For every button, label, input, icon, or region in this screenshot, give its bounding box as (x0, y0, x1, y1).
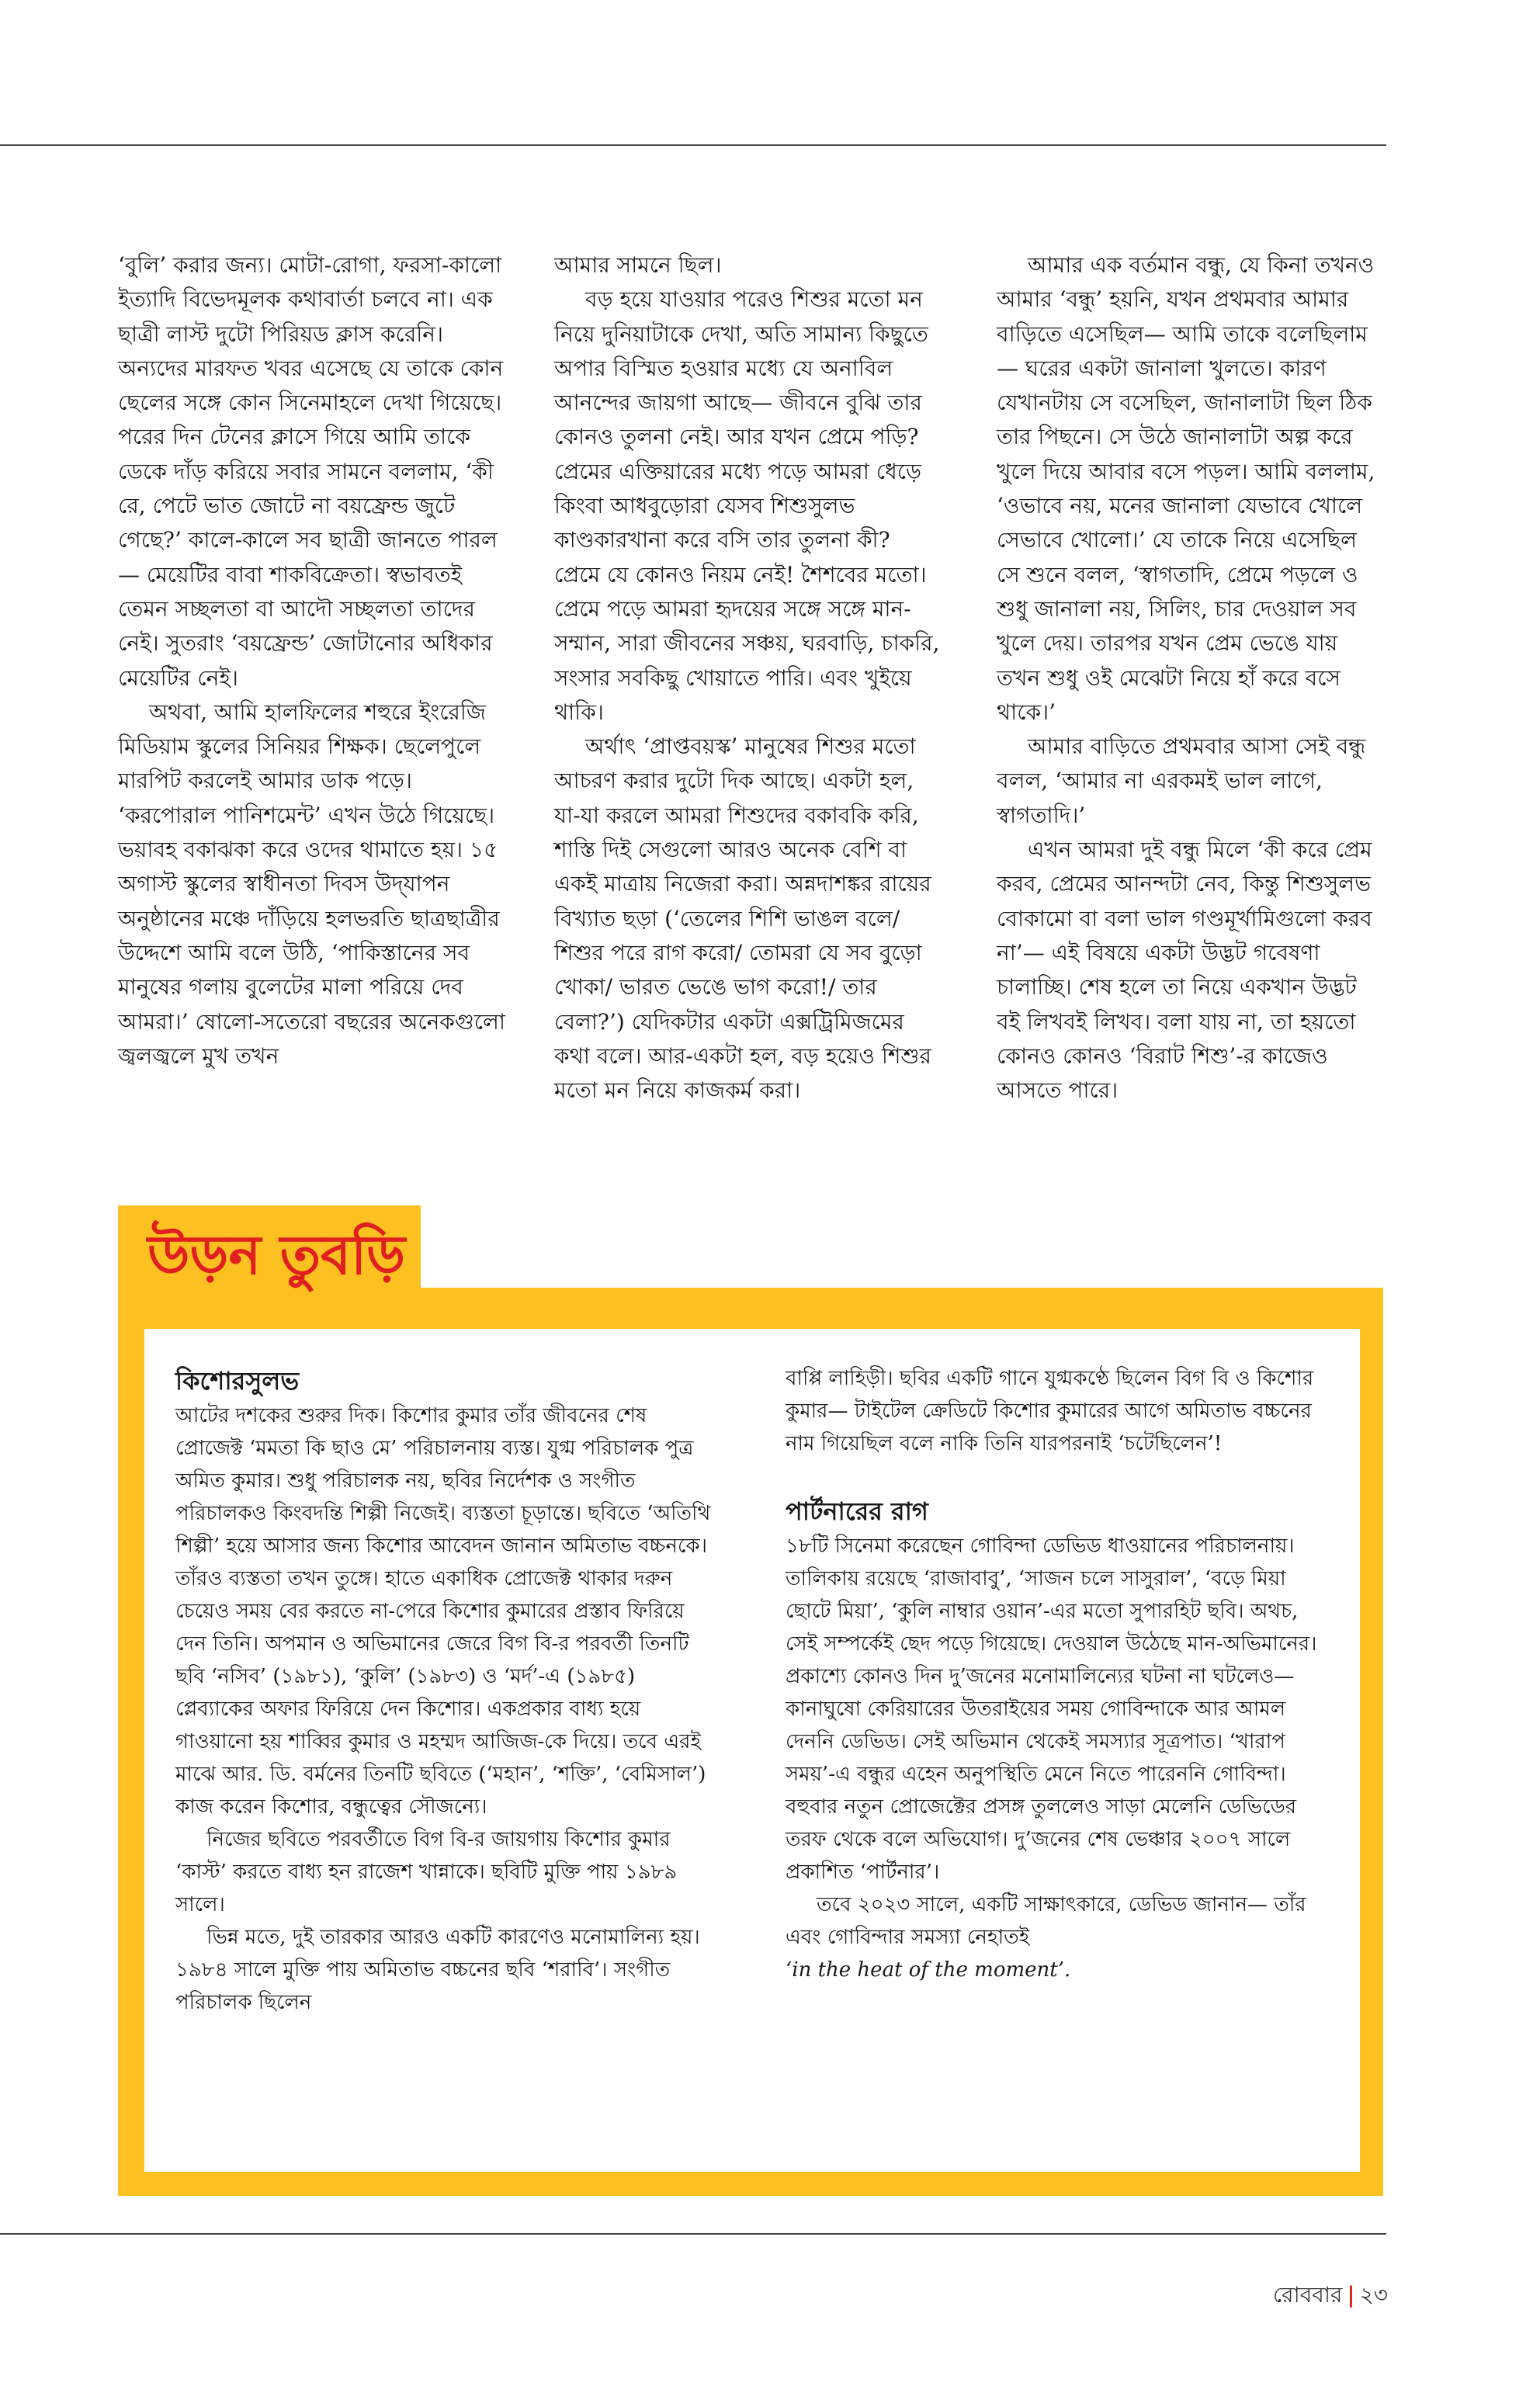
article-column-1 (118, 248, 514, 1073)
page-footer (1273, 2276, 1388, 2315)
page-number: ২৩ (1359, 2282, 1388, 2308)
top-rule (0, 144, 1386, 146)
paragraph-gap (786, 1460, 1329, 1493)
article-paragraph: বড় হয়ে যাওয়ার পরেও শিশুর মতো মন নিয়ে দুনিয়াটাকে দেখা, অতি সামান্য কিছুতে অপার বিস্মিত হওয়ার মধ্যে যে অনাবিল আনন্দের জায়গা আছে— জীবনে বুঝি তার কোনও তুলনা নেই। আর যখন প্রেমে পড়ি? প্রেমের এক্তিয়ারের মধ্যে পড়ে আমরা ধেড়ে কিংবা আধবুড়োরা যেসব শিশুসুলভ কাণ্ডকারখানা করে বসি তার তুলনা কী? প্রেমে যে কোনও নিয়ম নেই! শৈশবের মতো। প্রেমে পড়ে আমরা হৃদয়ের সঙ্গে সঙ্গে মান-সম্মান, সারা জীবনের সঞ্চয়, ঘরবাড়ি, চাকরি, সংসার সবকিছু খোয়াতে পারি। এবং খুইয়ে থাকি। (554, 286, 940, 725)
article-column-3 (997, 248, 1385, 1108)
bottom-rule (0, 2233, 1386, 2235)
sidebar-paragraph: আটের দশকের শুরুর দিক। কিশোর কুমার তাঁর জীবনের শেষ প্রোজেক্ট ‘মমতা কি ছাও মে’ পরিচালনায় ব্যস্ত। যুগ্ম পরিচালক পুত্র অমিত কুমার। শুধু পরিচালক নয়, ছবির নির্দেশক ও সংগীত পরিচালকও কিংবদন্তি শিল্পী নিজেই। ব্যস্ততা চূড়ান্তে। ছবিতে ‘অতিথি শিল্পী’ হয়ে আসার জন্য কিশোর আবেদন জানান অমিতাভ বচ্চনকে। তাঁরও ব্যস্ততা তখন তুঙ্গে। হাতে একাধিক প্রোজেক্ট থাকার দরুন চেয়েও সময় বের করতে না-পেরে কিশোর কুমারের প্রস্তাব ফিরিয়ে দেন তিনি। অপমান ও অভিমানের জেরে বিগ বি-র পরবর্তী তিনটি ছবি ‘নসিব’ (১৯৮১), ‘কুলি’ (১৯৮৩) ও ‘মর্দ’-এ (১৯৮৫) প্লেব্যাকের অফার ফিরিয়ে দেন কিশোর। একপ্রকার বাধ্য হয়ে গাওয়ানো হয় শাব্বির কুমার ও মহম্মদ আজিজ-কে দিয়ে। তবে এরই মাঝে আর. ডি. বর্মনের তিনটি ছবিতে (‘মহান’, ‘শক্তি’, ‘বেমিসাল’) কাজ করেন কিশোর, বন্ধুত্বের সৌজন্যে। (175, 1404, 711, 1819)
sidebar-heading: কিশোরসুলভ (175, 1366, 300, 1396)
article-paragraph: এখন আমরা দুই বন্ধু মিলে ‘কী করে প্রেম করব, প্রেমের আনন্দটা নেব, কিন্তু শিশুসুলভ বোকামো বা বলা ভাল গণ্ডমূর্খামিগুলো করব না’— এই বিষয়ে একটা উদ্ভট গবেষণা চালাচ্ছি। শেষ হলে তা নিয়ে একখান উদ্ভট বই লিখবই লিখব। বলা যায় না, তা হয়তো কোনও কোনও ‘বিরাট শিশু’-র কাজেও আসতে পারে। (997, 837, 1372, 1104)
article-paragraph: অর্থাৎ ‘প্রাপ্তবয়স্ক’ মানুষের শিশুর মতো আচরণ করার দুটো দিক আছে। একটা হল, যা-যা করলে আমরা শিশুদের বকাবকি করি, শাস্তি দিই সেগুলো আরও অনেক বেশি বা একই মাত্রায় নিজেরা করা। অন্নদাশঙ্কর রায়ের বিখ্যাত ছড়া (‘তেলের শিশি ভাঙল বলে/ শিশুর পরে রাগ করো/ তোমরা যে সব বুড়ো খোকা/ ভারত ভেঙে ভাগ করো!/ তার বেলা?’) যেদিকটার একটা এক্সট্রিমিজমের কথা বলে। আর-একটা হল, বড় হয়েও শিশুর মতো মন নিয়ে কাজকর্ম করা। (554, 734, 931, 1104)
sidebar-title: উড়ন তুবড়ি (147, 1223, 406, 1287)
sidebar-heading: পার্টনারের রাগ (786, 1496, 928, 1526)
sidebar-paragraph: ১৮টি সিনেমা করেছেন গোবিন্দা ডেভিড ধাওয়ানের পরিচালনায়। তালিকায় রয়েছে ‘রাজাবাবু’, ‘সাজন চলে সাসুরাল’, ‘বড়ে মিয়া ছোটে মিয়া’, ‘কুলি নাম্বার ওয়ান’-এর মতো সুপারহিট ছবি। অথচ, সেই সম্পর্কেই ছেদ পড়ে গিয়েছে। দেওয়াল উঠেছে মান-অভিমানের। প্রকাশ্যে কোনও দিন দু’জনের মনোমালিন্যের ঘটনা না ঘটলেও— কানাঘুষো কেরিয়ারের উতরাইয়ের সময় গোবিন্দাকে আর আমল দেননি ডেভিড। সেই অভিমান থেকেই সমস্যার সূত্রপাত। ‘খারাপ সময়’-এ বন্ধুর এহেন অনুপস্থিতি মেনে নিতে পারেননি গোবিন্দা। বহুবার নতুন প্রোজেক্টের প্রসঙ্গ তুললেও সাড়া মেলেনি ডেভিডের তরফ থেকে বলে অভিযোগ। দু’জনের শেষ ভেঞ্চার ২০০৭ সালে প্রকাশিত ‘পার্টনার’। (786, 1535, 1317, 1884)
footer-separator: | (1347, 2282, 1355, 2308)
sidebar-column-right (786, 1362, 1329, 1986)
sidebar-paragraph: বাপ্পি লাহিড়ী। ছবির একটি গানে যুগ্মকণ্ঠে ছিলেন বিগ বি ও কিশোর কুমার— টাইটেল ক্রেডিটে কিশোর কুমারের আগে অমিতাভ বচ্চনের নাম গিয়েছিল বলে নাকি তিনি যারপরনাই ‘চটেছিলেন’! (786, 1367, 1314, 1455)
article-paragraph: আমার এক বর্তমান বন্ধু, যে কিনা তখনও আমার ‘বন্ধু’ হয়নি, যখন প্রথমবার আমার বাড়িতে এসেছিল— আমি তাকে বলেছিলাম— ঘরের একটা জানালা খুলতে। কারণ যেখানটায় সে বসেছিল, জানালাটা ছিল ঠিক তার পিছনে। সে উঠে জানালাটা অল্প করে খুলে দিয়ে আবার বসে পড়ল। আমি বললাম, ‘ওভাবে নয়, মনের জানালা যেভাবে খোলে সেভাবে খোলো।’ যে তাকে নিয়ে এসেছিল সে শুনে বলল, ‘স্বাগতাদি, প্রেমে পড়লে ও শুধু জানালা নয়, সিলিং, চার দেওয়াল সব খুলে দেয়। তারপর যখন প্রেম ভেঙে যায় তখন শুধু ওই মেঝেটা নিয়ে হাঁ করে বসে থাকে।’ (997, 252, 1375, 725)
sidebar-paragraph: তবে ২০২৩ সালে, একটি সাক্ষাৎকারে, ডেভিড জানান— তাঁর এবং গোবিন্দার সমস্যা নেহাতই (786, 1893, 1306, 1949)
article-column-2 (554, 248, 942, 1108)
article-paragraph: অথবা, আমি হালফিলের শহুরে ইংরেজি মিডিয়াম স্কুলের সিনিয়র শিক্ষক। ছেলেপুলে মারপিট করলেই আমার ডাক পড়ে। ‘করপোরাল পানিশমেন্ট’ এখন উঠে গিয়েছে। ভয়াবহ বকাঝকা করে ওদের থামাতে হয়। ১৫ অগাস্ট স্কুলের স্বাধীনতা দিবস উদ্‌যাপন অনুষ্ঠানের মঞ্চে দাঁড়িয়ে হলভরতি ছাত্রছাত্রীর উদ্দেশে আমি বলে উঠি, ‘পাকিস্তানের সব মানুষের গলায় বুলেটের মালা পরিয়ে দেব আমরা।’ ষোলো-সতেরো বছরের অনেকগুলো জ্বলজ্বলে মুখ তখন (118, 699, 505, 1069)
article-paragraph: ‘বুলি’ করার জন্য। মোটা-রোগা, ফরসা-কালো ইত্যাদি বিভেদমূলক কথাবার্তা চলবে না। এক ছাত্রী লাস্ট দুটো পিরিয়ড ক্লাস করেনি। অন্যদের মারফত খবর এসেছে যে তাকে কোন ছেলের সঙ্গে কোন সিনেমাহলে দেখা গিয়েছে। পরের দিন টেনের ক্লাসে গিয়ে আমি তাকে ডেকে দাঁড় করিয়ে সবার সামনে বললাম, ‘কী রে, পেটে ভাত জোটে না বয়ফ্রেন্ড জুটে গেছে?’ কালে-কালে সব ছাত্রী জানতে পারল— মেয়েটির বাবা শাকবিক্রেতা। স্বভাবতই তেমন সচ্ছলতা বা আদৌ সচ্ছলতা তাদের নেই। সুতরাং ‘বয়ফ্রেন্ড’ জোটানোর অধিকার মেয়েটির নেই। (118, 252, 504, 691)
sidebar-column-left (175, 1362, 719, 2019)
article-paragraph: আমার বাড়িতে প্রথমবার আসা সেই বন্ধু বলল, ‘আমার না এরকমই ভাল লাগে, স্বাগতাদি।’ (997, 734, 1366, 828)
magazine-name: রোববার (1272, 2282, 1343, 2308)
article-paragraph: আমার সামনে ছিল। (554, 252, 722, 278)
sidebar-paragraph: নিজের ছবিতে পরবর্তীতে বিগ বি-র জায়গায় কিশোর কুমার ‘কাস্ট’ করতে বাধ্য হন রাজেশ খান্নাকে। ছবিটি মুক্তি পায় ১৯৮৯ সালে। (175, 1828, 678, 1916)
sidebar-paragraph: ভিন্ন মতে, দুই তারকার আরও একটি কারণেও মনোমালিন্য হয়। ১৯৮৪ সালে মুক্তি পায় অমিতাভ বচ্চনের ছবি ‘শরাবি’। সংগীত পরিচালক ছিলেন (175, 1926, 700, 2014)
sidebar-english-quote: ‘in the heat of the moment’. (786, 1958, 1071, 1982)
